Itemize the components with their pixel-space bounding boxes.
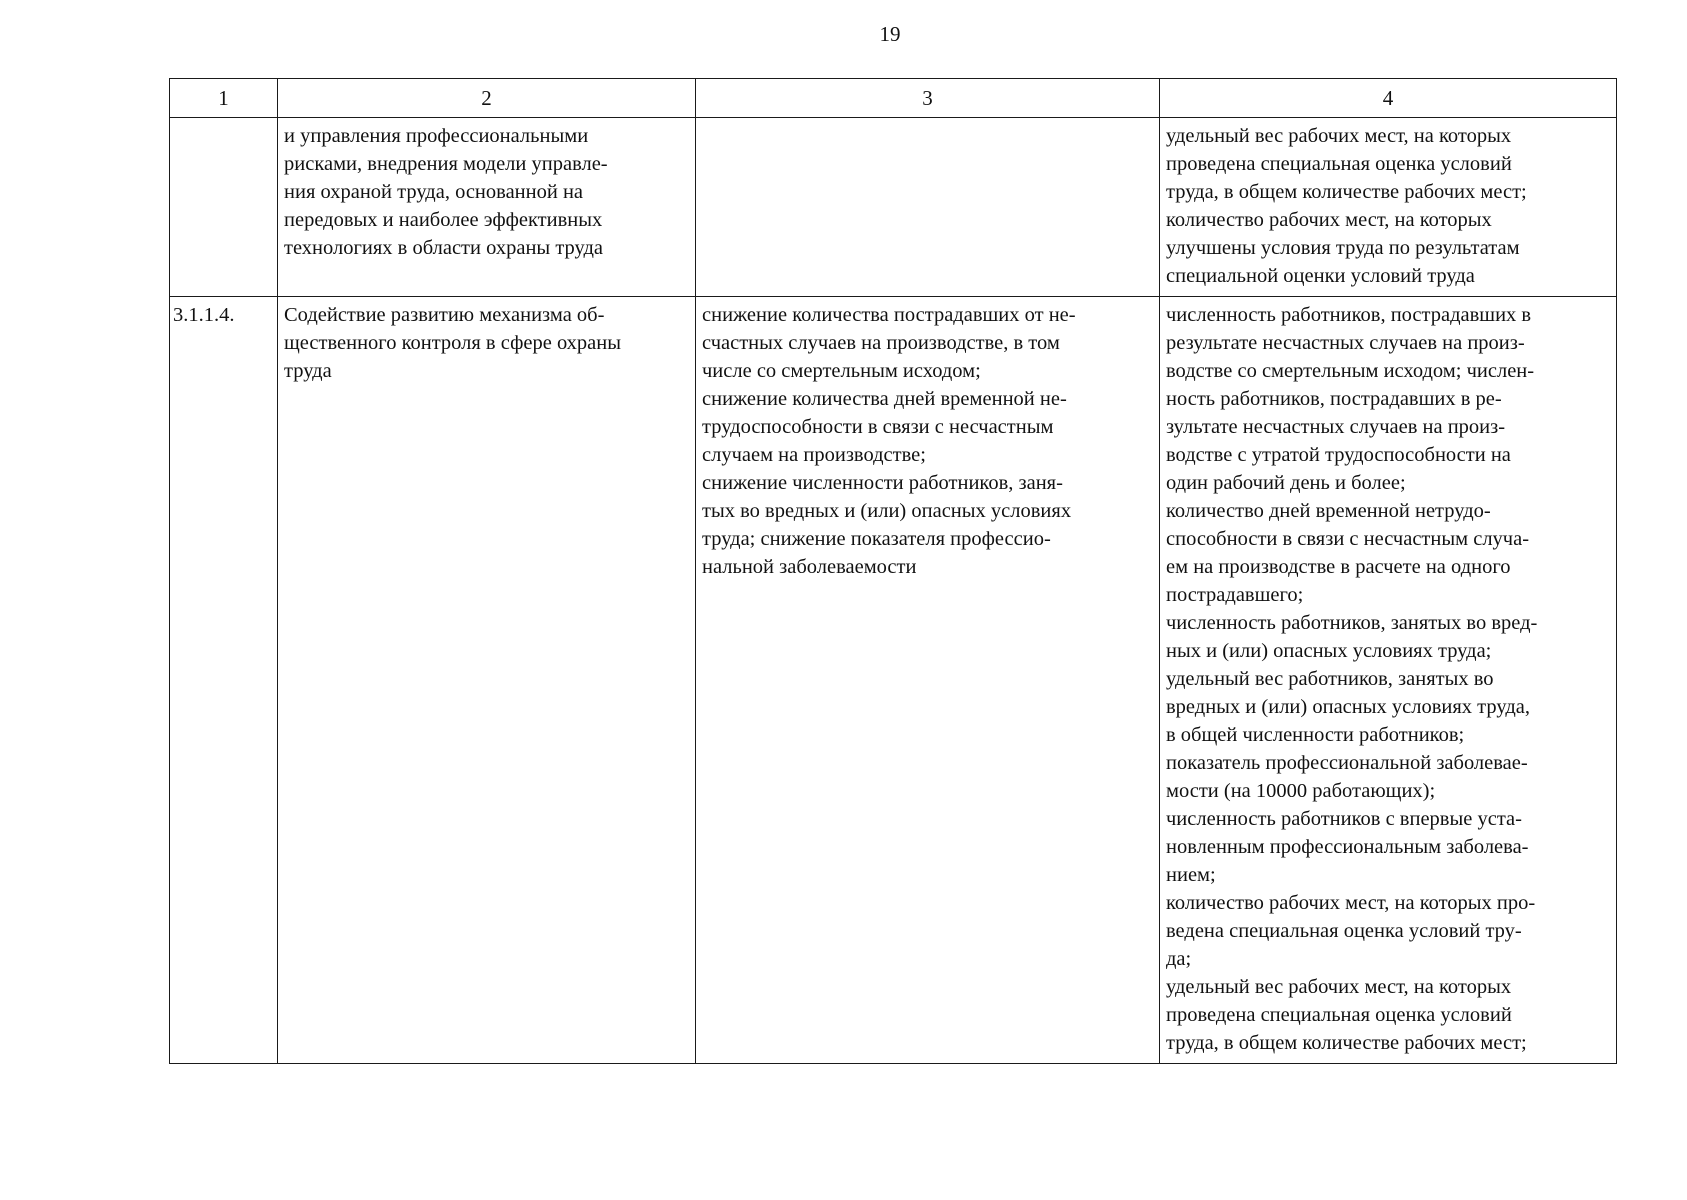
cell-line: показатель профессиональной заболевае- — [1166, 752, 1528, 774]
row-code-cell — [170, 297, 278, 1064]
cell-lines — [278, 118, 695, 266]
cell-lines — [170, 118, 277, 126]
page-number: 19 — [879, 22, 901, 46]
document-table — [169, 78, 1617, 1064]
cell-line: трудоспособности в связи с несчастным — [702, 416, 1054, 438]
indicator-cell — [1160, 118, 1617, 297]
header-cell-2: 2 — [278, 79, 696, 118]
indicator-cell — [1160, 297, 1617, 1064]
cell-line: способности в связи с несчастным случа- — [1166, 528, 1530, 550]
cell-line: проведена специальная оценка условий — [1166, 153, 1512, 175]
cell-line: улучшены условия труда по результатам — [1166, 237, 1520, 259]
cell-line: пострадавшего; — [1166, 584, 1304, 606]
cell-line: щественного контроля в сфере охраны — [284, 332, 622, 354]
cell-line: удельный вес рабочих мест, на которых — [1166, 125, 1512, 147]
header-cell-4: 4 — [1160, 79, 1617, 118]
row-code-cell — [170, 118, 278, 297]
cell-line: тых во вредных и (или) опасных условиях — [702, 500, 1072, 522]
table-row — [170, 297, 1617, 1064]
cell-line: водстве с утратой трудоспособности на — [1166, 444, 1511, 466]
cell-line: нием; — [1166, 864, 1216, 886]
cell-lines — [170, 297, 277, 333]
result-cell — [696, 297, 1160, 1064]
cell-line: численность работников, пострадавших в — [1166, 304, 1532, 326]
cell-line: рисками, внедрения модели управле- — [284, 153, 608, 175]
cell-line: удельный вес работников, занятых во — [1166, 668, 1494, 690]
cell-line: количество дней временной нетрудо- — [1166, 500, 1491, 522]
cell-line: численность работников с впервые уста- — [1166, 808, 1522, 830]
cell-line: числе со смертельным исходом; — [702, 360, 981, 382]
cell-line: водстве со смертельным исходом; числен- — [1166, 360, 1535, 382]
cell-line: новленным профессиональным заболева- — [1166, 836, 1529, 858]
cell-line: да; — [1166, 948, 1192, 970]
cell-line: в общей численности работников; — [1166, 724, 1465, 746]
cell-line: мости (на 10000 работающих); — [1166, 780, 1436, 802]
table-row — [170, 118, 1617, 297]
cell-line: зультате несчастных случаев на произ- — [1166, 416, 1506, 438]
cell-line: количество рабочих мест, на которых про- — [1166, 892, 1536, 914]
cell-line: случаем на производстве; — [702, 444, 926, 466]
cell-line: и управления профессиональными — [284, 125, 589, 147]
cell-line: труда, в общем количестве рабочих мест; — [1166, 1032, 1527, 1054]
cell-line: количество рабочих мест, на которых — [1166, 209, 1492, 231]
cell-line: счастных случаев на производстве, в том — [702, 332, 1060, 354]
cell-line: вредных и (или) опасных условиях труда, — [1166, 696, 1530, 718]
cell-line: снижение количества дней временной не- — [702, 388, 1067, 410]
measure-cell — [278, 118, 696, 297]
header-cell-1: 1 — [170, 79, 278, 118]
cell-line: проведена специальная оценка условий — [1166, 1004, 1512, 1026]
cell-line: один рабочий день и более; — [1166, 472, 1406, 494]
cell-line: передовых и наиболее эффективных — [284, 209, 603, 231]
cell-lines — [696, 118, 1159, 126]
cell-line: удельный вес рабочих мест, на которых — [1166, 976, 1512, 998]
header-cell-3: 3 — [696, 79, 1160, 118]
cell-line: ных и (или) опасных условиях труда; — [1166, 640, 1492, 662]
table-header-row — [170, 79, 1617, 118]
cell-line: труда — [284, 360, 332, 382]
cell-lines — [1160, 297, 1616, 1061]
cell-line: специальной оценки условий труда — [1166, 265, 1475, 287]
measure-cell — [278, 297, 696, 1064]
result-cell — [696, 118, 1160, 297]
cell-line: ния охраной труда, основанной на — [284, 181, 584, 203]
cell-line: Содействие развитию механизма об- — [284, 304, 605, 326]
cell-line: результате несчастных случаев на произ- — [1166, 332, 1525, 354]
cell-line: ность работников, пострадавших в ре- — [1166, 388, 1502, 410]
cell-line: труда; снижение показателя профессио- — [702, 528, 1051, 550]
cell-line: снижение численности работников, заня- — [702, 472, 1063, 494]
cell-lines — [696, 297, 1159, 585]
cell-line: технологиях в области охраны труда — [284, 237, 603, 259]
cell-line: численность работников, занятых во вред- — [1166, 612, 1538, 634]
cell-line: ем на производстве в расчете на одного — [1166, 556, 1511, 578]
cell-line: труда, в общем количестве рабочих мест; — [1166, 181, 1527, 203]
cell-lines — [1160, 118, 1616, 294]
cell-line: ведена специальная оценка условий тру- — [1166, 920, 1522, 942]
cell-line: нальной заболеваемости — [702, 556, 917, 578]
cell-line: снижение количества пострадавших от не- — [702, 304, 1076, 326]
cell-line: 3.1.1.4. — [173, 304, 235, 326]
cell-lines — [278, 297, 695, 389]
